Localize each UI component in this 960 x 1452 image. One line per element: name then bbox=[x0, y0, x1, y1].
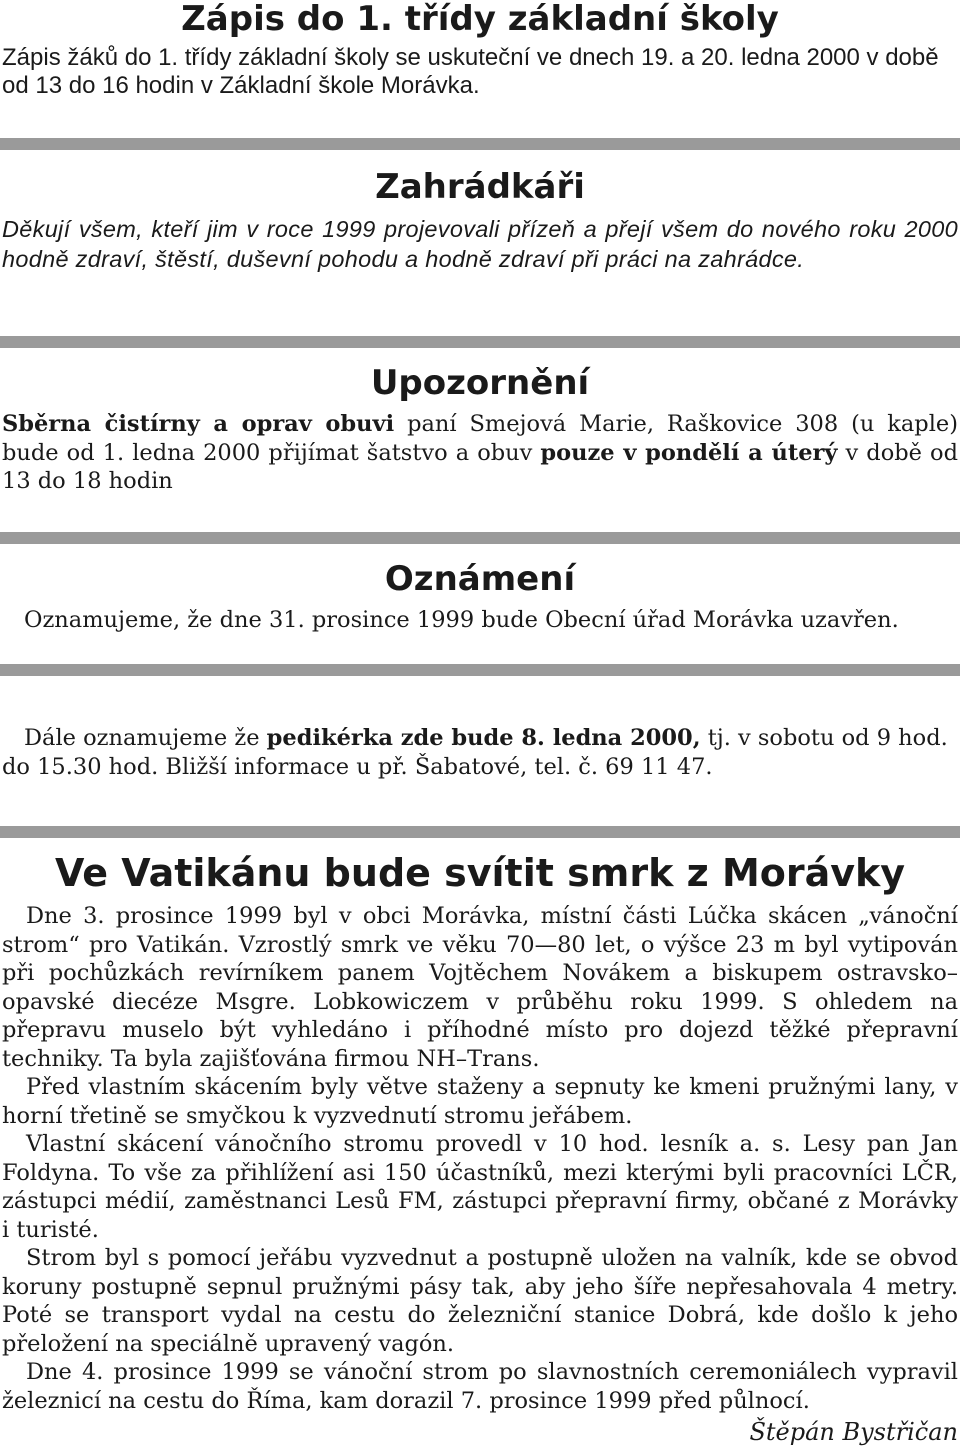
pedicure-bold-date: pedikérka zde bude 8. ledna 2000, bbox=[266, 725, 701, 751]
article-paragraph: Dne 3. prosince 1999 byl v obci Morávka, místní části Lúčka skácen „vánoční strom“ pro Vatikán. Vzrostlý smrk ve věku 70—80 let, o výšce 23 m byl vytipován při pochůzkách revírníkem panem Vojtěchem Novákem a biskupem ostravsko–opavské diecéze Msgre. Lobkowiczem v průběhu roku 1999. S ohledem na přepravu muselo být vyhledáno i příhodné místo pro dojezd těžké přepravní techniky. Ta byla zajišťována firmou NH–Trans. bbox=[2, 903, 958, 1072]
announcement-title: Oznámení bbox=[384, 559, 576, 599]
school-enrollment-text: Zápis žáků do 1. třídy základní školy se uskuteční ve dnech 19. a 20. ledna 2000 v době od 13 do 16 hodin v Základní škole Morávka. bbox=[2, 44, 939, 99]
notice-title: Upozornění bbox=[370, 363, 590, 403]
notice-text-part: v době od 13 do 18 hodin bbox=[2, 439, 958, 494]
article-paragraph: Dne 4. prosince 1999 se vánoční strom po slavnostních ceremoniálech vypravil železnicí na cestu do Říma, kam dorazil 7. prosince 1999 před půlnocí. bbox=[2, 1359, 958, 1414]
section-divider bbox=[0, 664, 960, 676]
article-paragraph: Před vlastním skácením byly větve staženy a sepnuty ke kmeni pružnými lany, v horní třetině se smyčkou k vyzvednutí stromu jeřábem. bbox=[2, 1074, 958, 1129]
article-signature: Štěpán Bystřičan bbox=[749, 1418, 958, 1446]
gardeners-text: Děkují všem, kteří jim v roce 1999 projevovali přízeň a přejí všem do nového roku 2000 hodně zdraví, štěstí, duševní pohodu a hodně zdraví při práci na zahrádce. bbox=[2, 216, 958, 272]
section-divider bbox=[0, 336, 960, 348]
article-paragraph: Vlastní skácení vánočního stromu provedl v 10 hod. lesník a. s. Lesy pan Jan Foldyna. To vše za přihlížení asi 150 účastníků, mezi kterými byli pracovníci LČR, zástupci médií, zaměstnanci Lesů FM, zástupci přepravní firmy, občané z Morávky i turisté. bbox=[2, 1131, 958, 1243]
notice-bold-shop: Sběrna čistírny a oprav obuvi bbox=[2, 411, 395, 437]
school-enrollment-title: Zápis do 1. třídy základní školy bbox=[181, 0, 779, 39]
section-divider bbox=[0, 826, 960, 838]
notice-bold-days: pouze v pondělí a úterý bbox=[540, 439, 838, 466]
vatican-article-title: Ve Vatikánu bude svítit smrk z Morávky bbox=[54, 851, 906, 895]
article-paragraph: Strom byl s pomocí jeřábu vyzvednut a postupně uložen na valník, kde se obvod koruny postupně sepnul pružnými pásy tak, aby jeho šíře nepřesahovala 4 metry. Poté se transport vydal na cestu do železniční stanice Dobrá, kde došlo k jeho přeložení na speciálně upravený vagón. bbox=[2, 1245, 958, 1357]
section-divider bbox=[0, 532, 960, 544]
pedicure-text-part: tj. v sobotu od 9 hod. do 15.30 hod. Bližší informace u př. Šabatové, tel. č. 69 11 47. bbox=[2, 725, 948, 780]
notice-text bbox=[2, 410, 958, 496]
section-divider bbox=[0, 138, 960, 150]
notice-text-part: paní Smejová Marie, Raškovice 308 (u kaple) bude od 1. ledna 2000 přijímat šatstvo a obuv bbox=[2, 411, 958, 466]
announcement-office-closed: Oznamujeme, že dne 31. prosince 1999 bude Obecní úřad Morávka uzavřen. bbox=[24, 607, 899, 633]
announcement-pedicure bbox=[2, 724, 958, 781]
vatican-article-body bbox=[2, 902, 958, 1415]
pedicure-text-part: Dále oznamujeme že bbox=[24, 725, 267, 751]
gardeners-title: Zahrádkáři bbox=[375, 167, 585, 207]
